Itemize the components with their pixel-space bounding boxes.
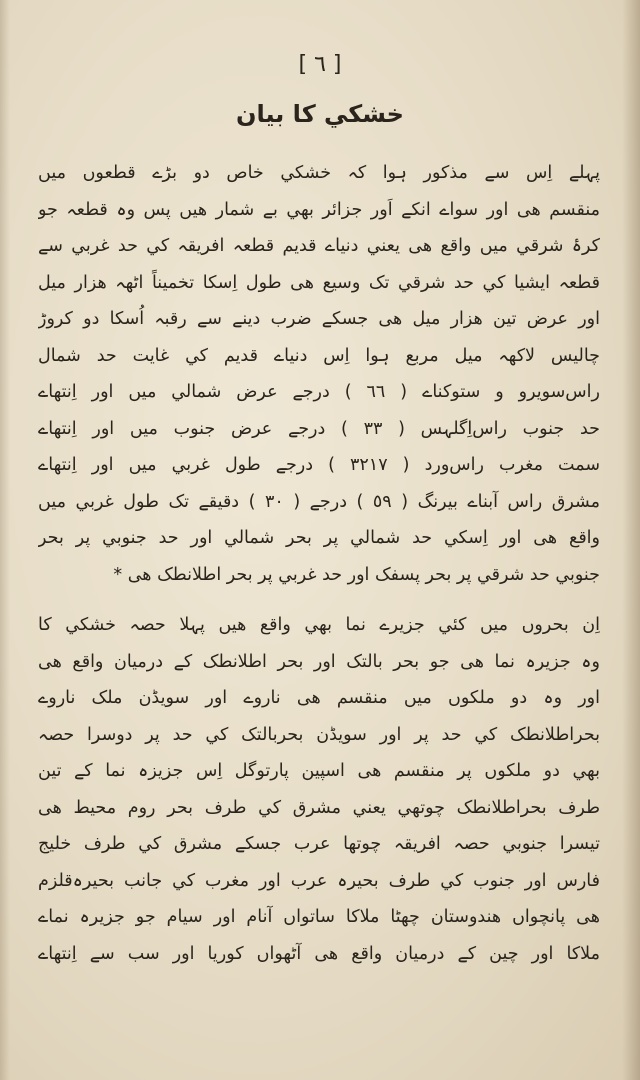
page-heading: خشكي كا بيان xyxy=(236,100,404,128)
text-line: بحراطلانطک کي حد پر اور سویڈن بحربالتک کي حد پر دوسرا حصہ xyxy=(38,724,600,745)
text-line: اور وہ دو ملکوں میں منقسم ھی ناروے اور سویڈن ملک ناروے xyxy=(38,688,600,708)
text-line: پہلے اِس سے مذکور ہوا کہ خشکي خاص دو بڑے قطعوں میں xyxy=(38,163,600,183)
text-line: قطعہ ایشیا کي حد شرقي تک وسیع ھی طول اِسکا تخمیناً اٹھہ ھزار میل xyxy=(38,272,600,293)
text-line: ھی پانچواں ھندوستان چھٹا ملاکا ساتواں آنام اور سیام جو جزیرہ نماے xyxy=(38,907,600,927)
text-line: اور عرض تین ھزار میل ھی جسکے ضرب دینے سے رقبہ اُسکا دو کروڑ xyxy=(38,309,600,329)
text-line: حد جنوب راس‌اِگلہس ( ٣٣ ) درجے عرض جنوب میں اور اِنتھاے xyxy=(38,418,600,439)
text-line: تیسرا جنوبي حصہ افریقہ چوتھا عرب جسکے مشرق کي طرف خلیج xyxy=(38,834,600,854)
body-text xyxy=(38,155,600,972)
text-line: اِن بحروں میں کئي جزیرے نما بھي واقع ھیں پہلا حصہ خشکي کا xyxy=(38,615,600,635)
text-line: منقسم ھی اور سواے انکے اَور جزائر بھي بے شمار ھیں پس وہ قطعہ جو xyxy=(38,199,600,220)
text-line: وہ جزیرہ نما ھی جو بحر بالتک اور بحر اطلانطک کے درمیان واقع ھی xyxy=(38,651,600,672)
paragraph-2 xyxy=(38,607,600,972)
page-number: [ ٦ ] xyxy=(298,52,342,77)
text-line: ملاکا اور چین کے درمیان واقع ھی آٹھواں کوریا اور سب سے اِنتھاے xyxy=(38,943,600,964)
paragraph-1 xyxy=(38,155,600,593)
text-line: بھي دو ملکوں پر منقسم ھی اسپین پارتوگل اِس جزیزہ نما کے تین xyxy=(38,761,600,781)
text-line: واقع ھی اور اِسکي حد شمالي پر بحر شمالي اور حد جنوبي پر بحر xyxy=(38,528,600,548)
text-line: مشرق راس آبناے بیرنگ ( ٥٩ ) درجے ( ٣٠ ) دقیقے تک طول غربي میں xyxy=(38,491,600,512)
text-line: چالیس لاکھہ میل مربع ہوا اِس دنیاے قدیم کي غایت حد شمال xyxy=(38,345,600,366)
text-line: راس‌سویرو و ستوکناے ( ٦٦ ) درجے عرض شمالي میں اور اِنتھاے xyxy=(38,382,600,402)
paragraph-gap xyxy=(38,593,600,607)
text-line: کرۂ شرقي میں واقع ھی یعني دنیاے قدیم قطعہ افریقہ کي حد غربي سے xyxy=(38,236,600,256)
text-line: سمت مغرب راس‌ورد ( ٣٢١٧ ) درجے طول غربي میں اور اِنتھاے xyxy=(38,455,600,475)
text-line: طرف بحراطلانطک چوتھي یعني مشرق کي طرف بحر روم محیط ھی xyxy=(38,797,600,818)
text-line: جنوبي حد شرقي پر بحر پسفک اور حد غربي پر بحر اطلانطک ھی * xyxy=(113,564,600,585)
text-line: فارس اور جنوب کي طرف بحیرہ عرب اور مغرب کي جانب بحیرہ‌قلزم xyxy=(38,870,600,891)
